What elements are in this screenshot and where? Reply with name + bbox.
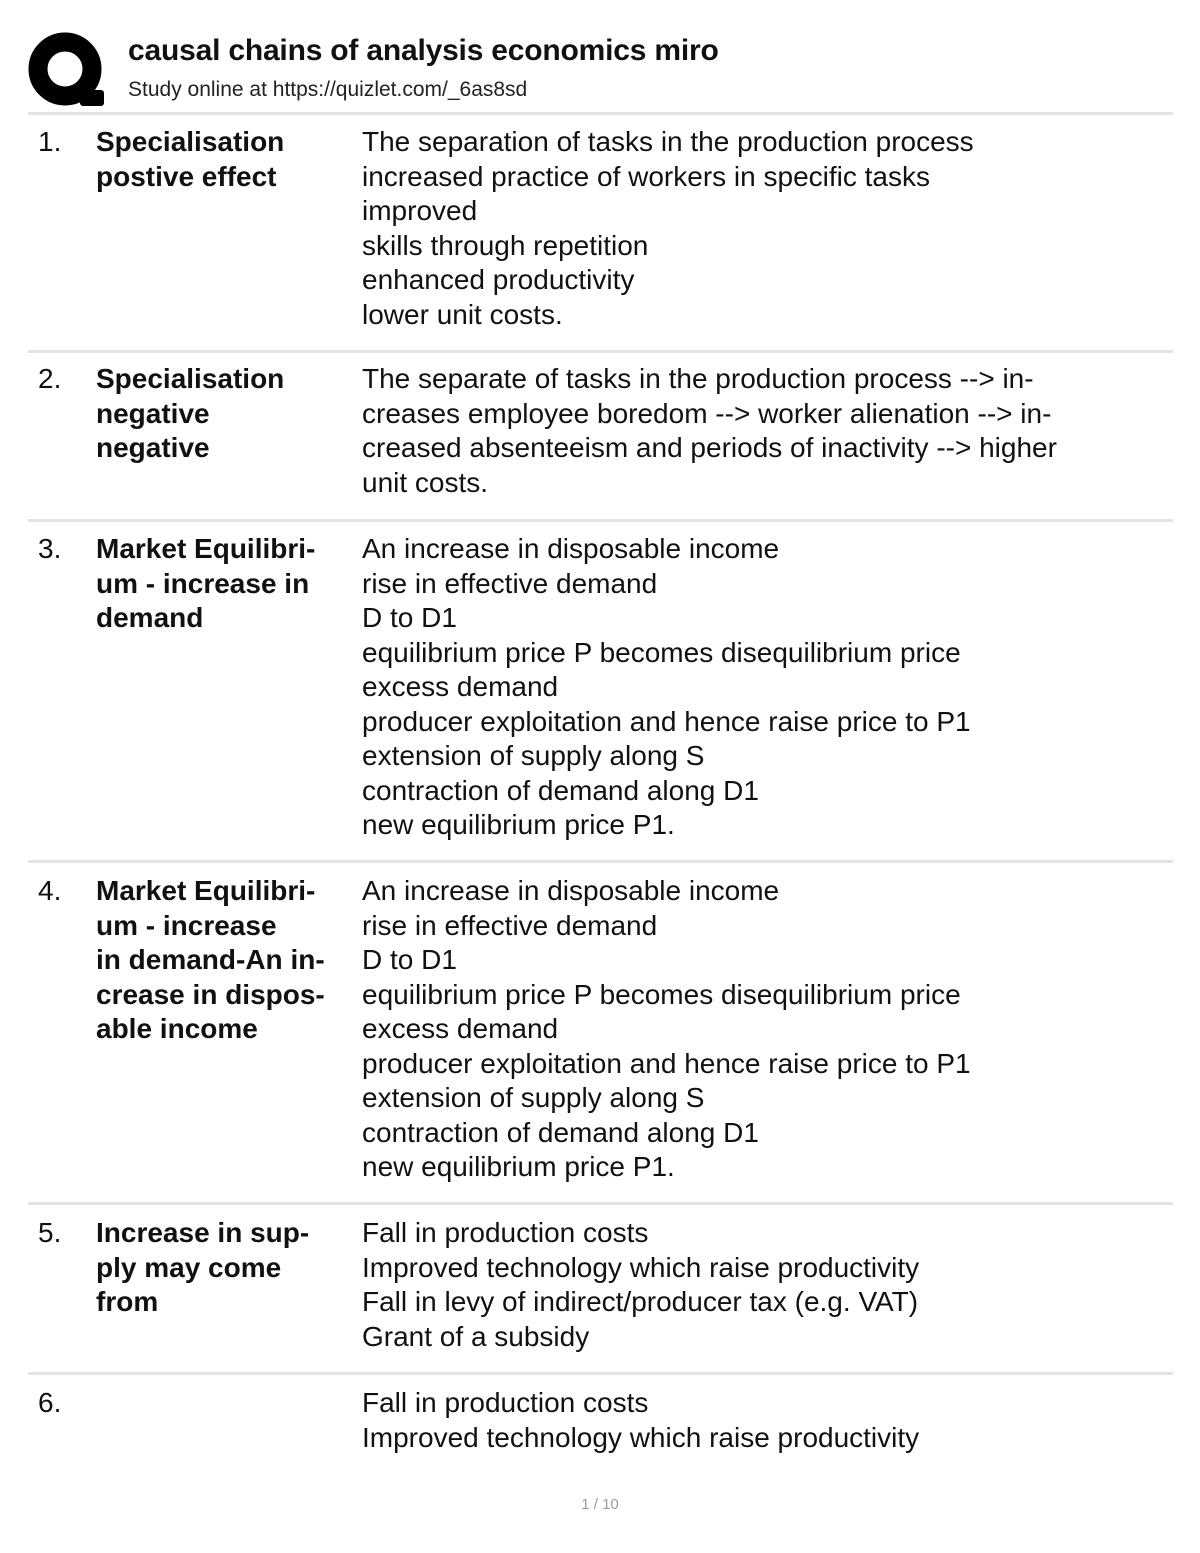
card-number: 6. [38, 1387, 62, 1418]
card-definition [362, 362, 1162, 500]
term-line: Specialisation [96, 126, 285, 157]
term-line: Market Equilibri- [96, 533, 316, 564]
definition-line: excess demand [362, 671, 559, 702]
term-line: able income [96, 1013, 258, 1044]
definition-line: equilibrium price P becomes disequilibrium price [362, 978, 961, 1010]
definition-line: D to D1 [362, 602, 457, 633]
definition-line: extension of supply along S [362, 1082, 705, 1113]
divider [28, 519, 1173, 522]
term-line: negative [96, 397, 210, 429]
card-definition [362, 532, 1162, 843]
document-header [28, 28, 1173, 112]
card-term [96, 1216, 358, 1320]
definition-line: The separate of tasks in the production process --> in- [362, 363, 1034, 394]
definition-line: An increase in disposable income [362, 875, 780, 906]
card-definition [362, 874, 1162, 1185]
definition-line: Improved technology which raise productivity [362, 1421, 920, 1453]
definition-line: An increase in disposable income [362, 533, 780, 564]
page-indicator: 1 / 10 [581, 1496, 619, 1513]
definition-line: Fall in production costs [362, 1217, 649, 1248]
card-definition [362, 125, 1162, 332]
definition-line: lower unit costs. [362, 298, 563, 330]
card-number: 4. [38, 875, 62, 906]
definition-line: unit costs. [362, 466, 489, 498]
card-definition [362, 1386, 1162, 1455]
definition-line: creased absenteeism and periods of inactivity --> higher [362, 432, 1057, 463]
term-line: negative [96, 432, 210, 463]
card-number: 5. [38, 1217, 62, 1248]
definition-line: rise in effective demand [362, 567, 658, 599]
term-line: in demand-An in- [96, 944, 325, 975]
definition-line: improved [362, 195, 478, 226]
definition-line: excess demand [362, 1013, 559, 1044]
term-line: demand [96, 602, 204, 633]
definition-line: Grant of a subsidy [362, 1320, 590, 1352]
card-number: 3. [38, 533, 62, 564]
term-line: Specialisation [96, 363, 285, 394]
definition-line: equilibrium price P becomes disequilibrium price [362, 636, 961, 668]
definition-line: The separation of tasks in the production process [362, 126, 974, 157]
definition-line: Improved technology which raise productivity [362, 1251, 920, 1283]
divider [28, 112, 1173, 115]
card-term [96, 362, 358, 466]
card-number: 2. [38, 363, 62, 394]
divider [28, 1202, 1173, 1205]
definition-line: contraction of demand along D1 [362, 1116, 759, 1148]
definition-line: producer exploitation and hence raise price to P1 [362, 705, 971, 737]
definition-line: Fall in levy of indirect/producer tax (e.g. VAT) [362, 1286, 919, 1317]
term-line: um - increase in [96, 567, 310, 599]
divider [28, 350, 1173, 353]
card-term [96, 874, 358, 1047]
quizlet-q-logo-icon [28, 32, 106, 110]
term-line: Market Equilibri- [96, 875, 316, 906]
card-number: 1. [38, 126, 62, 157]
definition-line: increased practice of workers in specific tasks [362, 160, 930, 192]
divider [28, 860, 1173, 863]
divider [28, 1372, 1173, 1375]
card-definition [362, 1216, 1162, 1354]
definition-line: Fall in production costs [362, 1387, 649, 1418]
definition-line: enhanced productivity [362, 264, 635, 295]
term-line: from [96, 1286, 159, 1317]
term-line: ply may come [96, 1251, 282, 1283]
definition-line: contraction of demand along D1 [362, 774, 759, 806]
definition-line: new equilibrium price P1. [362, 1151, 675, 1182]
term-line: postive effect [96, 160, 277, 192]
study-online-link[interactable]: Study online at https://quizlet.com/_6as8sd [128, 78, 528, 101]
document-title: causal chains of analysis economics miro [128, 34, 719, 67]
definition-line: extension of supply along S [362, 740, 705, 771]
definition-line: D to D1 [362, 944, 457, 975]
card-term [96, 125, 358, 194]
definition-line: producer exploitation and hence raise price to P1 [362, 1047, 971, 1079]
definition-line: rise in effective demand [362, 909, 658, 941]
definition-line: creases employee boredom --> worker alienation --> in- [362, 397, 1052, 429]
term-line: crease in dispos- [96, 978, 325, 1010]
card-term [96, 532, 358, 636]
definition-line: skills through repetition [362, 229, 649, 261]
term-line: um - increase [96, 909, 277, 941]
definition-line: new equilibrium price P1. [362, 809, 675, 840]
term-line: Increase in sup- [96, 1217, 310, 1248]
